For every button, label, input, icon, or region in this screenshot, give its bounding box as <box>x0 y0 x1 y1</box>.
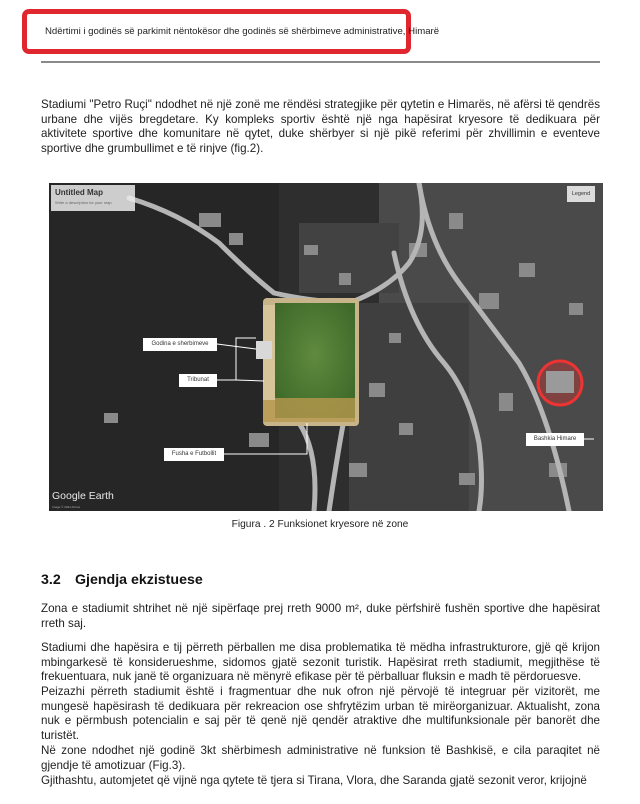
legend-button: Legend <box>567 186 595 202</box>
header-divider <box>41 61 600 63</box>
document-header-title: Ndërtimi i godinës së parkimit nëntokësor dhe godinës së shërbimeve administrative, Himarë <box>45 26 440 37</box>
figure-caption: Figura . 2 Funksionet kryesore në zone <box>231 519 409 530</box>
section-heading <box>41 572 203 588</box>
paragraph-admin-building: Në zone ndodhet një godinë 3kt shërbimesh administrative në funksion të Bashkisë, e cila paraqitet në gjendje të amotizuar (Fig.3). <box>41 744 600 772</box>
google-earth-watermark: Google Earth <box>52 490 114 502</box>
satellite-imagery <box>49 183 603 511</box>
map-label-godina: Godina e sherbimeve <box>143 338 217 351</box>
map-title: Untitled Map <box>55 188 103 197</box>
paragraph-landscape: Peizazhi përreth stadiumit është i fragmentuar dhe nuk ofron një përvojë të integruar për vizitorët, me mungesë hapësirash të dedikuara për rekreacion ose shfrytëzim urban të mirëorganizuar. Aktualisht, zona nuk e përmbush potencialin e saj për të qenë një qendër atraktive dhe multifunksionale për banorët dhe turistët. <box>41 685 600 742</box>
map-label-tribunat: Tribunat <box>179 374 217 387</box>
paragraph-problems: Stadiumi dhe hapësira e tij përreth përballen me disa problematika të mëdha infrastrukturore, gjë që krijon mbingarkesë të konsiderueshme, sidomos gjatë sezonit turistik. Hapësirat rreth stadiumit, megjithëse të frekuentuara, nuk janë të organizuara në mënyrë efikase për të përballuar fluksin e madh të përdoruesve. <box>41 641 600 684</box>
satellite-map-figure <box>49 183 603 511</box>
section-number: 3.2 <box>41 572 61 588</box>
map-label-bashkia: Bashkia Himare <box>526 433 584 446</box>
map-description: Write a description for your map <box>55 200 112 205</box>
paragraph-vehicles: Gjithashtu, automjetet që vijnë nga qytete të tjera si Tirana, Vlora, dhe Saranda gjatë sezonit veror, krijojnë <box>41 774 587 787</box>
imagery-copyright: Image © 2024 Airbus <box>52 505 81 509</box>
intro-paragraph: Stadiumi "Petro Ruçi" ndodhet në një zonë me rëndësi strategjike për qytetin e Himarës, në afërsi të qendrës urbane dhe vijës bregdetare. Ky kompleks sportiv është një nga hapësirat kryesore të dedikuara për aktivitete sportive dhe komunitare në qytet, duke shërbyer si një pikë referimi për zhvillimin e eventeve sportive dhe grumbullimet e të rinjve (fig.2). <box>41 98 600 155</box>
section-title: Gjendja ekzistuese <box>75 572 203 588</box>
map-title-card <box>51 185 135 211</box>
map-label-fusha: Fusha e Futbollit <box>164 448 224 461</box>
header-highlight-box <box>22 9 440 54</box>
paragraph-area: Zona e stadiumit shtrihet në një sipërfaqe prej rreth 9000 m², duke përfshirë fushën sportive dhe hapësirat rreth saj. <box>41 602 600 630</box>
